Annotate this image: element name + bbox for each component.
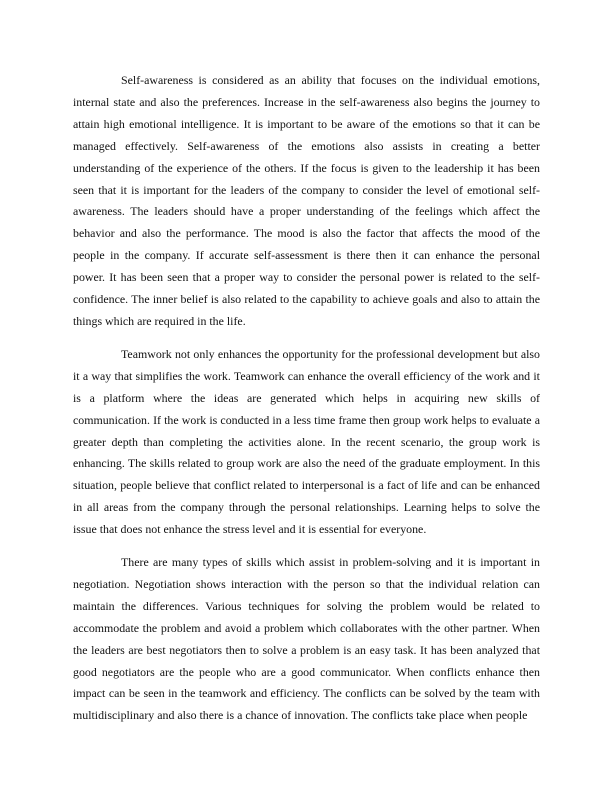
paragraph-teamwork: Teamwork not only enhances the opportunity for the professional development but also it a way that simplifies the work. Teamwork can enhance the overall efficiency of the work and it is a platform where the ideas are generated which helps in acquiring new skills of communication. If the work is conducted in a less time frame then group work helps to evaluate a greater depth than completing the activities alone. In the recent scenario, the group work is enhancing. The skills related to group work are also the need of the graduate employment. In this situation, people believe that conflict related to interpersonal is a fact of life and can be enhanced in all areas from the company through the personal relationships. Learning helps to solve the issue that does not enhance the stress level and it is essential for everyone. <box>73 346 540 537</box>
document-body <box>73 70 540 738</box>
paragraph-negotiation: There are many types of skills which assist in problem-solving and it is important in negotiation. Negotiation shows interaction with the person so that the individual relation can maintain the differences. Various techniques for solving the problem would be related to accommodate the problem and avoid a problem which collaborates with the other partner. When the leaders are best negotiators then to solve a problem is an easy task. It has been analyzed that good negotiators are the people who are a good communicator. When conflicts enhance then impact can be seen in the teamwork and efficiency. The conflicts can be solved by the team with multidisciplinary and also there is a chance of innovation. The conflicts take place when people <box>73 555 540 723</box>
paragraph-self-awareness: Self-awareness is considered as an ability that focuses on the individual emotions, internal state and also the preferences. Increase in the self-awareness also begins the journey to attain high emotional intelligence. It is important to be aware of the emotions so that it can be managed effectively. Self-awareness of the emotions also assists in creating a better understanding of the experience of the others. If the focus is given to the leadership it has been seen that it is important for the leaders of the company to consider the level of emotional self-awareness. The leaders should have a proper understanding of the feelings which affect the behavior and also the performance. The mood is also the factor that affects the mood of the people in the company. If accurate self-assessment is there then it can enhance the personal power. It has been seen that a proper way to consider the personal power is related to the self-confidence. The inner belief is also related to the capability to achieve goals and also to attain the things which are required in the life. <box>73 73 540 328</box>
